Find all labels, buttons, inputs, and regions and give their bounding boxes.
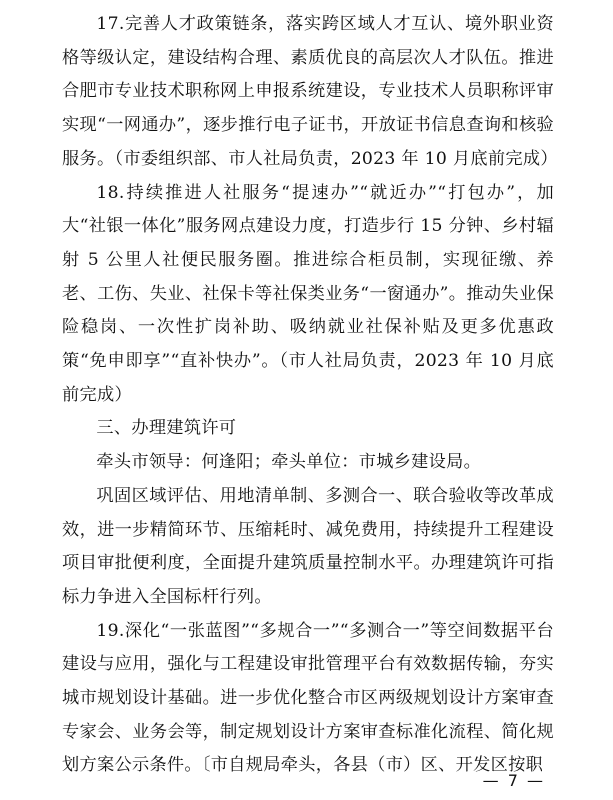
- section-heading: 三、办理建筑许可: [96, 418, 237, 439]
- page-number: — 7 —: [482, 771, 545, 790]
- section-intro-paragraph: 巩固区域评估、用地清单制、多测合一、联合验收等改革成效，进一步精简环节、压缩耗时、减免费用，持续提升工程建设项目审批便利度，全面提升建筑质量控制水平。办理建筑许可指标力争进入全国标杆行列。: [62, 485, 554, 607]
- paragraph-18: 18.持续推进人社服务“提速办”“就近办”“打包办”，加大“社银一体化”服务网点建设力度，打造步行 15 分钟、乡村辐射 5 公里人社便民服务圈。推进综合柜员制，实现征缴、养老、工伤、失业、社保卡等社保类业务“一窗通办”。推动失业保险稳岗、一次性扩岗补助、吸纳就业社保补贴及更多优惠政策“免申即享”“直补快办”。（市人社局负责，2023 年 10 月底前完成）: [62, 182, 554, 405]
- document-body: [62, 8, 558, 783]
- paragraph-19: 19.深化“一张蓝图”“多规合一”“多测合一”等空间数据平台建设与应用，强化与工程建设审批管理平台有效数据传输，夯实城市规划设计基础。进一步优化整合市区两级规划设计方案审查专家会、业务会等，制定规划设计方案审查标准化流程、简化规划方案公示条件。〔市自规局牵头，各县（市）区、开发区按职: [62, 620, 554, 776]
- paragraph-17: 17.完善人才政策链条，落实跨区域人才互认、境外职业资格等级认定，建设结构合理、素质优良的高层次人才队伍。推进合肥市专业技术职称网上申报系统建设，专业技术人员职称评审实现“一网通办”，逐步推行电子证书，开放证书信息查询和核验服务。（市委组织部、市人社局负责，2023 年 10 月底前完成）: [62, 14, 558, 169]
- lead-leader-line: 牵头市领导：何逢阳；牵头单位：市城乡建设局。: [96, 452, 482, 473]
